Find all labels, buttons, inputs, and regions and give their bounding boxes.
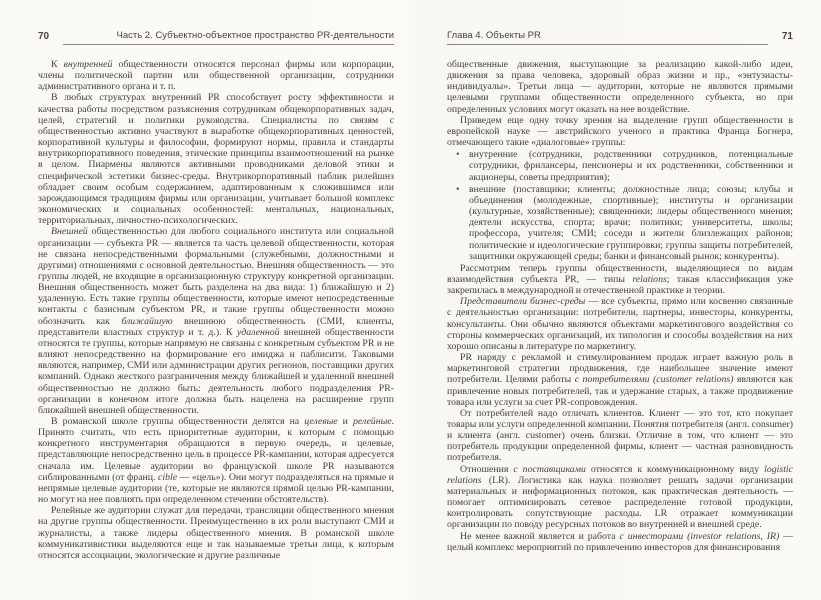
italic-text-run: cible <box>158 471 178 483</box>
text-run: — все субъекты, прямо или косвенно связанные с деятельностью организации: потребители, партнеры, инвесторы, конкуренты, консультанты. Они обычно являются объектами маркетингового воздействия со стороны коммерческих организаций, их типология и способы воздействия на них хорошо описаны в литературе по маркетингу. <box>447 296 793 352</box>
bullet-icon: • <box>456 183 460 195</box>
text-column-left <box>38 59 394 561</box>
text-run: внешнюю общественность (СМИ, клиенты, представители властных структур и т. д.). К <box>38 315 394 338</box>
paragraph <box>447 531 793 553</box>
paragraph <box>38 505 394 561</box>
page-number-left: 70 <box>38 31 50 42</box>
running-head-right <box>447 0 793 45</box>
text-run: От потребителей надо отличать клиентов. Клиент — это тот, кто покупает товары или услуги определенной компании. Понятия потребителя (англ. consumer) и клиента (англ. customer) очень близки. Отличие в том, что клиент — это потребитель продукции определенной фирмы, клиент — частная разновидность потребителя. <box>447 407 793 464</box>
paragraph <box>447 115 793 148</box>
paragraph <box>38 59 394 92</box>
paragraph <box>447 263 793 296</box>
text-run: Отношения <box>460 463 514 475</box>
text-run: общественностью для любого социального института или социальной организации — субъекта PR — является та часть целевой общественности, которая не связана непосредственными формальными (служебными, должностными и другими) отношениями с основной деятельностью. Внешняя общественность — это группы людей, не входящие в организационную структуру конкретной организации. Внешняя общественность может быть разделена на два вида: 1) ближайшую и 2) удаленную. Есть такие группы общественности, которые имеют непосредственные контакты с базисным субъектом PR, и такие группы общественности можно обозначить как <box>38 226 394 327</box>
text-run: PR наряду с рекламой и стимулированием продаж играет важную роль в маркетинговой стратегии продвижения, где наибольшее значение имеют потребители. Целями работы <box>447 352 793 386</box>
text-run: Не менее важной является и работа <box>460 530 620 542</box>
text-run: внешние (поставщики; клиенты; должностные лица; союзы; клубы и объединения (молодежные, спортивные); институты и организации (культурные, хозяйственные); священники; лидеры общественного мнения; деятели искусства, спорта; врачи; политики; университеты, школы; профессора, учителя; СМИ; соседи и жители близлежащих районов; политические и идеологические группировки; группы защиты потребителей, защитники окружающей среды; банки и финансовый рынок; конкуренты). <box>469 183 793 262</box>
text-run: . Принято считать, что есть приоритетные аудитории, к которым с помощью конкретного инструментария обращаются в первую очередь, и целевые, представляющие непосредственно цель в процессе PR-кампании, которая адресуется сначала им. Целевые аудитории во французской школе PR называются сиблированными (от франц. <box>38 416 394 483</box>
text-run: — целый комплекс мероприятий по привлечению инвесторов для финансирования <box>447 530 794 553</box>
text-run: общественности относятся персонал фирмы или корпорации, члены политической партии или общественной организации, сотрудники административного органа и т. п. <box>38 59 394 93</box>
italic-text-run: ближайшую <box>121 315 173 327</box>
italic-text-run: Представители бизнес-среды <box>460 296 586 308</box>
italic-text-run: целевые <box>304 416 338 427</box>
bullet-icon: • <box>456 149 460 161</box>
italic-text-run: внутренней <box>63 59 113 70</box>
text-run: внешней общественности относятся те группы, которые напрямую не связаны с конкретным субъектом PR и не влияют непосредственно на формирование его имиджа и паблисити. Таковыми являются, например, СМИ или администрации других регионов, поставщики других компаний. Однако жесткого разграничения между ближайшей и удаленной внешней общественностью не должно быть: деятельность любого подразделения PR-организации в конечном итоге должна быть нацелена на расширение групп ближайшей внешней общественности. <box>38 326 394 416</box>
italic-text-run: relations <box>632 273 667 285</box>
text-run: (LR). Логистика как наука позволяет решать задачи организации материальных и информационных потоков, как практическая деятельность — помогает оптимизировать сетевое распределение готовой продукции, контролировать сопутствующие расходы. LR отражает коммуникации организации по поводу ресурсных потоков во внутренней и внешней среде. <box>447 474 793 531</box>
running-head-left <box>38 0 394 45</box>
text-run: В романской школе группы общественности делятся на <box>51 416 305 427</box>
page-right <box>447 0 793 553</box>
italic-text-run: logistic relations <box>447 463 794 486</box>
paragraph <box>38 226 394 416</box>
italic-text-run: с поставщиками <box>513 463 586 475</box>
paragraph <box>38 92 394 226</box>
text-run: Рассмотрим теперь группы общественности, выделяющиеся по видам взаимодействия субъекта PR, — типы <box>447 262 793 285</box>
paragraph <box>447 464 793 531</box>
running-head-title-right: Глава 4. Объекты PR <box>447 30 768 45</box>
bullet-item <box>447 184 793 262</box>
text-run: относятся к коммуникационному виду <box>585 463 765 475</box>
paragraph <box>447 352 793 408</box>
italic-text-run: удаленной <box>236 326 280 338</box>
text-run: — «цель»). Они могут подразделяться на прямые и непрямые целевые аудитории (те, которые не являются прямой целью PR-кампании, но могут на нее повлиять при определенном стечении обстоятельств). <box>38 471 394 506</box>
italic-text-run: с потребителями (customer relations) <box>574 374 734 386</box>
paragraph <box>447 296 793 352</box>
text-column-right <box>447 59 793 553</box>
text-run: общественные движения, выступающие за реализацию какой-либо идеи, движения за права человека, здоровый образ жизни и пр., «энтузиасты-индивидуалы». Третьи лица — аудитории, которые не являются прямыми целевыми группами общественности определенного субъекта, но при определенных условиях могут оказать на нее воздействие. <box>447 59 793 115</box>
text-run: Релейные же аудитории служат для передачи, трансляции общественного мнения на другие группы общественности. Преимущественно в их роли выступают СМИ и журналисты, а также лидеры общественного мнения. В романской школе коммуникативистики выделяются еще и так называемые третьи лица, к которым относятся ассоциации, экологические и другие различные <box>38 505 394 561</box>
paragraph <box>447 59 793 115</box>
page-number-right: 71 <box>781 31 793 42</box>
italic-text-run: с инвесторами (investor relations, IR) <box>619 530 780 542</box>
page-left <box>38 0 394 561</box>
text-run: К <box>51 59 64 70</box>
text-run: и <box>337 416 353 427</box>
text-run: ; такая классификация уже закрепилась в международной и отечественной практике и теории. <box>447 273 793 297</box>
text-run: внутренние (сотрудники, родственники сотрудников, потенциальные сотрудники, фрилансеры, пенсионеры и их родственники, собственники и акционеры, советы предприятия); <box>469 149 793 183</box>
italic-text-run: Внешней <box>51 226 88 238</box>
text-run: Приведем еще одну точку зрения на выделение групп общественности в европейской науке — австрийского ученого и практика Франца Богнера, отмечающего такие «диалоговые» группы: <box>447 114 793 149</box>
paragraph <box>38 416 394 505</box>
running-head-title-left: Часть 2. Субъектно-объектное пространство PR-деятельности <box>63 30 394 45</box>
italic-text-run: релейные <box>352 416 392 427</box>
text-run: В любых структурах внутренний PR способствует росту эффективности и качества работы посредством разъяснения сотрудникам общекорпоративных задач, целей, стратегий и политики руководства. Специалисты по связям с общественностью активно участвуют в выработке общекорпоративных ценностей, корпоративной культуры и философии, формируют нормы, правила и стандарты внутрикорпоративного поведения, этические принципы взаимоотношений на рынке в целом. Пиармены являются активными проводниками деловой этики и специфической эстетики бизнес-среды. Внутрикорпоративный паблик рилейшнз обладает своим особым содержанием, адаптированным к сложившимся или зарождающимся традициям фирмы или организации, учитывает большой комплекс экономических и социальных особенностей: ментальных, национальных, территориальных, личностно-психологических. <box>38 92 394 227</box>
text-run: являются как привлечение новых потребителей, так и удержание старых, а также продвижение товара или услуги за счет PR-сопровождения. <box>447 374 793 408</box>
paragraph <box>447 408 793 464</box>
bullet-item <box>447 149 793 182</box>
